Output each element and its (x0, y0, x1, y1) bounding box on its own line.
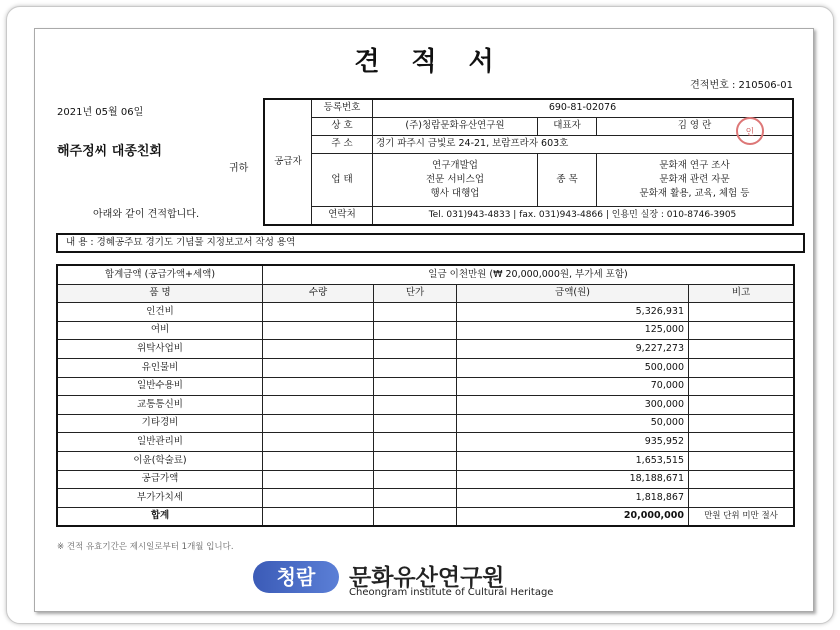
table-row (57, 396, 794, 415)
document-title: 견적서 (354, 47, 526, 77)
items-table (56, 264, 795, 527)
greeting-text: 아래와 같이 견적합니다. (93, 209, 200, 220)
item-qty (263, 470, 374, 489)
item-name: 일반관리비 (57, 433, 263, 452)
header-price: 단가 (374, 284, 457, 303)
table-row (57, 470, 794, 489)
type-value: 문화재 활용, 교육, 체험 등 (639, 188, 750, 200)
item-note (689, 321, 795, 340)
validity-footnote: ※ 견적 유효기간은 제시일로부터 1개월 입니다. (57, 542, 234, 552)
document-frame (6, 6, 834, 624)
item-name: 이윤(학술료) (57, 451, 263, 470)
item-qty (263, 321, 374, 340)
item-qty (263, 489, 374, 508)
item-name: 여비 (57, 321, 263, 340)
company-logo-subtitle: Cheongram institute of Cultural Heritage (349, 587, 554, 598)
reg-value: 690-81-02076 (373, 99, 794, 118)
item-amount: 5,326,931 (457, 303, 689, 322)
table-row (57, 303, 794, 322)
total-label: 합계 (57, 507, 263, 526)
item-qty (263, 358, 374, 377)
item-price (374, 396, 457, 415)
contact-label: 연락처 (312, 207, 373, 226)
addr-label: 주 소 (312, 136, 373, 154)
table-row (57, 340, 794, 359)
item-note (689, 451, 795, 470)
total-qty (263, 507, 374, 526)
rep-value: 김 영 란 (597, 118, 794, 136)
item-note (689, 303, 795, 322)
item-amount: 300,000 (457, 396, 689, 415)
item-amount: 9,227,273 (457, 340, 689, 359)
item-qty (263, 340, 374, 359)
item-qty (263, 451, 374, 470)
item-price (374, 303, 457, 322)
table-row (57, 433, 794, 452)
totals-value: 일금 이천만원 (₩ 20,000,000원, 부가세 포함) (263, 265, 795, 284)
type-label: 종 목 (538, 154, 597, 207)
item-price (374, 414, 457, 433)
rep-label: 대표자 (538, 118, 597, 136)
table-row (57, 451, 794, 470)
item-amount: 1,653,515 (457, 451, 689, 470)
item-note (689, 414, 795, 433)
item-name: 인건비 (57, 303, 263, 322)
item-price (374, 377, 457, 396)
item-name: 공급가액 (57, 470, 263, 489)
supplier-section-label: 공급자 (264, 99, 312, 225)
name-value: (주)청람문화유산연구원 (373, 118, 538, 136)
biz-value: 행사 대행업 (430, 188, 480, 200)
recipient-honorific: 귀하 (229, 163, 249, 174)
total-price (374, 507, 457, 526)
biz-value: 연구개발업 (432, 159, 478, 171)
header-name: 품 명 (57, 284, 263, 303)
biz-label: 업 태 (312, 154, 373, 207)
table-row (57, 414, 794, 433)
item-qty (263, 414, 374, 433)
company-logo-badge: 청람 (253, 561, 339, 593)
item-name: 교통통신비 (57, 396, 263, 415)
item-qty (263, 303, 374, 322)
table-row (57, 377, 794, 396)
item-amount: 125,000 (457, 321, 689, 340)
item-price (374, 433, 457, 452)
item-rows (57, 303, 794, 508)
quote-number: 견적번호 : 210506-01 (690, 80, 793, 91)
item-name: 부가가치세 (57, 489, 263, 508)
biz-values (373, 154, 538, 207)
item-name: 위탁사업비 (57, 340, 263, 359)
table-row (57, 321, 794, 340)
item-note (689, 433, 795, 452)
item-price (374, 340, 457, 359)
item-note (689, 358, 795, 377)
item-amount: 500,000 (457, 358, 689, 377)
item-amount: 18,188,671 (457, 470, 689, 489)
item-name: 기타경비 (57, 414, 263, 433)
company-logo-name: 문화유산연구원 (349, 565, 505, 591)
addr-value: 경기 파주시 금빛로 24-21, 보람프라자 603호 (373, 136, 794, 154)
table-row (57, 489, 794, 508)
recipient-name: 해주정씨 대종친회 (57, 144, 162, 159)
item-note (689, 396, 795, 415)
item-price (374, 321, 457, 340)
type-values (597, 154, 794, 207)
biz-value: 전문 서비스업 (425, 173, 485, 185)
item-price (374, 451, 457, 470)
item-price (374, 470, 457, 489)
item-amount: 935,952 (457, 433, 689, 452)
item-name: 일반수용비 (57, 377, 263, 396)
item-price (374, 358, 457, 377)
item-price (374, 489, 457, 508)
item-qty (263, 433, 374, 452)
item-amount: 50,000 (457, 414, 689, 433)
header-amount: 금액(원) (457, 284, 689, 303)
company-seal: 인 (736, 117, 764, 145)
contact-value: Tel. 031)943-4833 | fax. 031)943-4866 | 인용민 실장 : 010-8746-3905 (373, 207, 794, 226)
table-row (57, 358, 794, 377)
content-line: 내 용 : 경혜공주묘 경기도 기념물 지정보고서 작성 용역 (56, 233, 805, 253)
totals-label: 합계금액 (공급가액+세액) (57, 265, 263, 284)
quote-date: 2021년 05월 06일 (57, 107, 144, 118)
item-note (689, 340, 795, 359)
item-note (689, 470, 795, 489)
item-amount: 1,818,867 (457, 489, 689, 508)
item-note (689, 377, 795, 396)
type-value: 문화재 관련 자문 (659, 173, 730, 185)
name-label: 상 호 (312, 118, 373, 136)
item-qty (263, 396, 374, 415)
supplier-table (263, 98, 794, 226)
header-qty: 수량 (263, 284, 374, 303)
item-amount: 70,000 (457, 377, 689, 396)
item-note (689, 489, 795, 508)
type-value: 문화재 연구 조사 (659, 159, 730, 171)
total-amount: 20,000,000 (457, 507, 689, 526)
item-qty (263, 377, 374, 396)
quote-sheet (34, 28, 814, 612)
total-note: 만원 단위 미만 절사 (689, 507, 795, 526)
reg-label: 등록번호 (312, 99, 373, 118)
item-name: 유인물비 (57, 358, 263, 377)
header-note: 비고 (689, 284, 795, 303)
